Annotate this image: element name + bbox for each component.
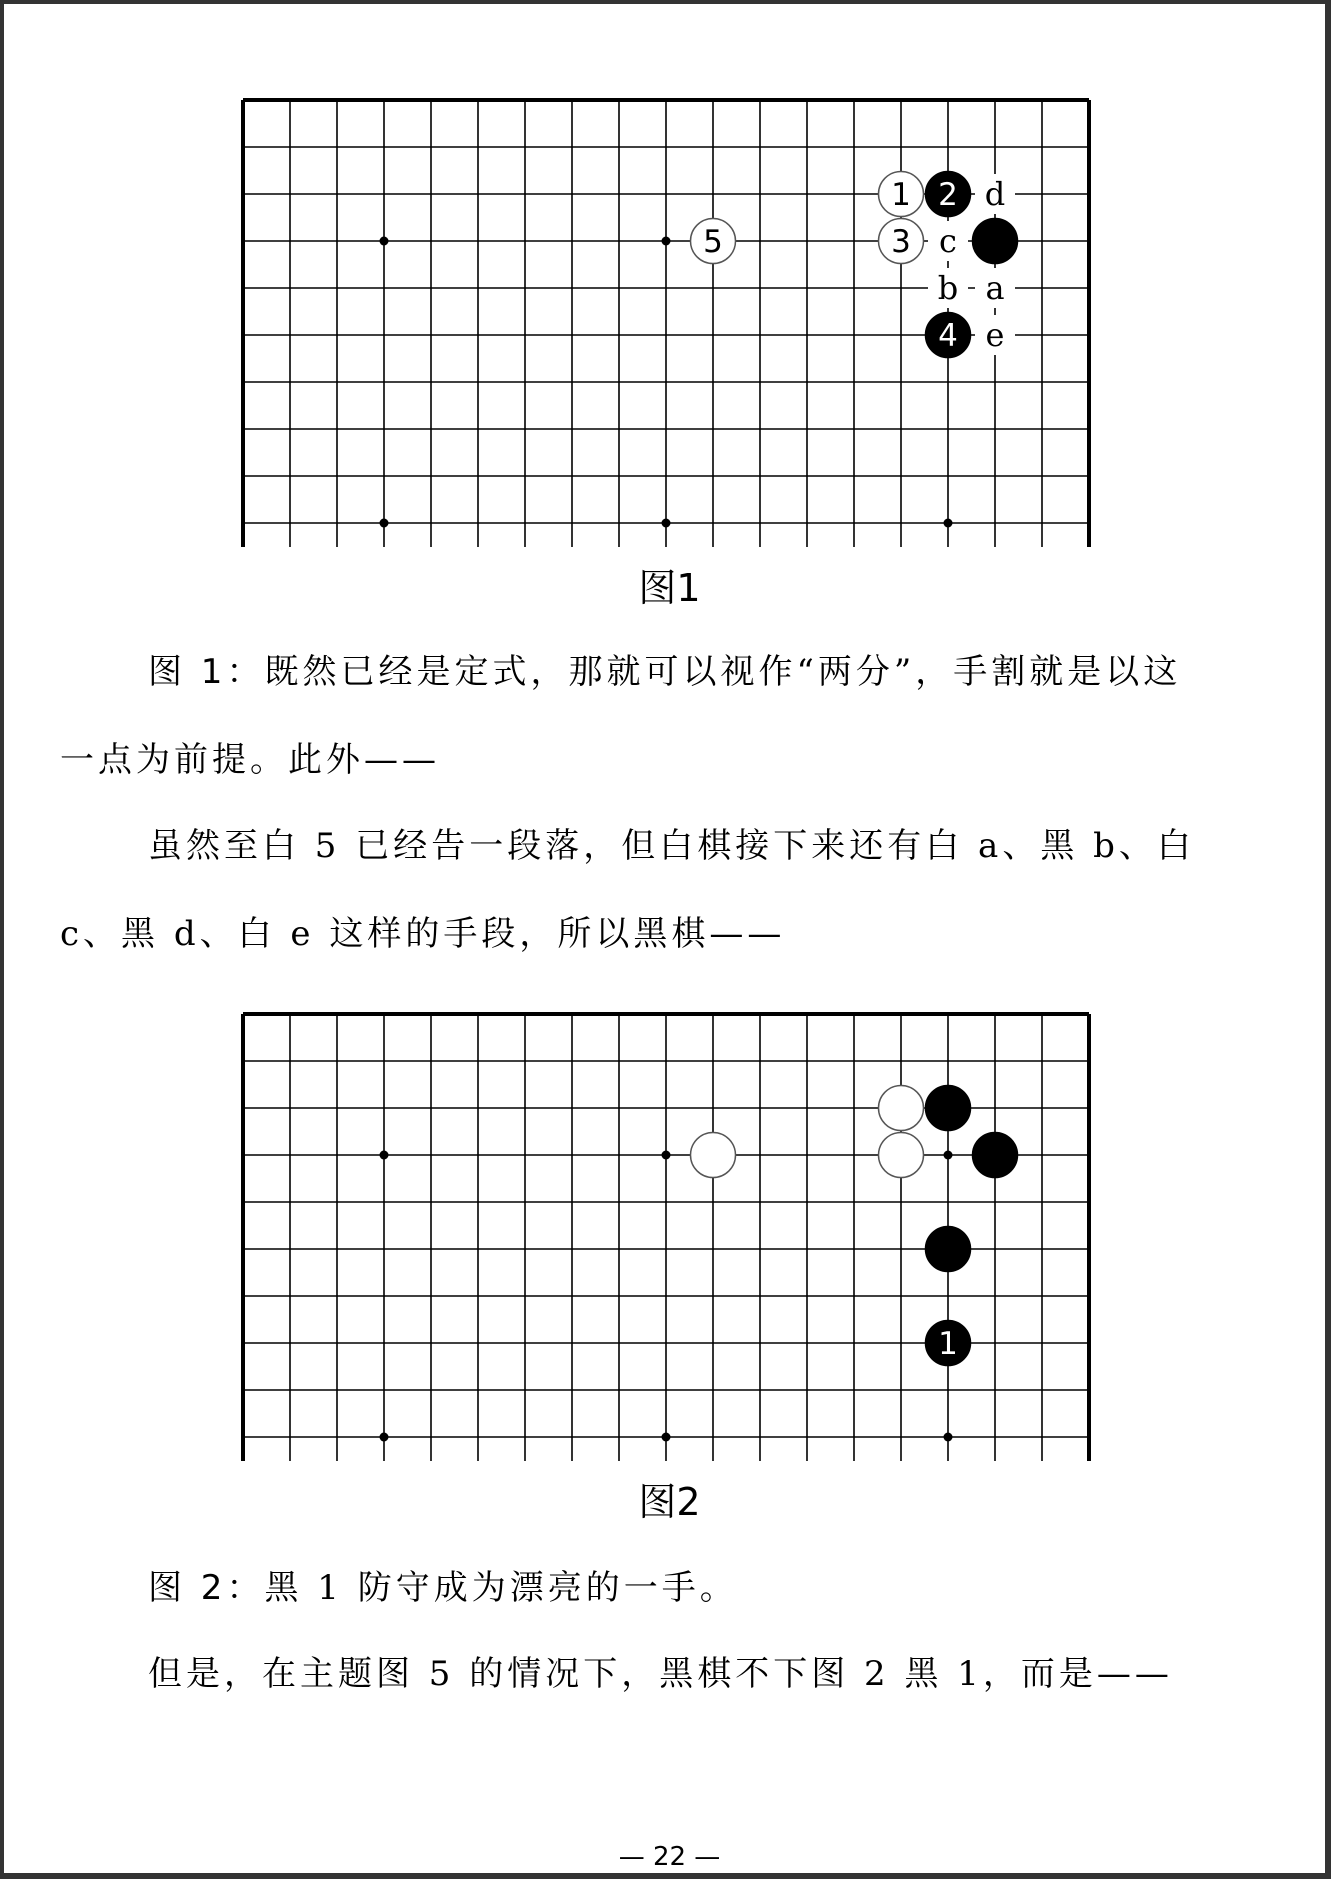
- board-letter-label: a: [985, 269, 1005, 307]
- book-page: [4, 4, 1325, 1873]
- page-number: — 22 —: [618, 1842, 721, 1872]
- figure-1-caption: [4, 557, 1331, 612]
- paragraph-1-line-1: [148, 650, 1331, 694]
- go-board-figure-2: [4, 918, 1331, 1518]
- white-stone-icon: [879, 1086, 924, 1131]
- star-point-icon: [662, 519, 671, 528]
- white-stone-icon: [879, 172, 924, 217]
- white-stone-icon: [879, 1133, 924, 1178]
- star-point-icon: [380, 1433, 389, 1442]
- go-board-figure-1: [4, 4, 1331, 604]
- black-stone-icon: [926, 172, 971, 217]
- stone-move-number: 1: [891, 177, 911, 213]
- stone-move-number: 4: [938, 318, 958, 354]
- board-letter-label: b: [937, 269, 959, 307]
- black-stone-icon: [926, 1227, 971, 1272]
- figure-2-caption: [4, 1471, 1331, 1526]
- white-stone-icon: [691, 219, 736, 264]
- stone-move-number: 3: [891, 224, 911, 260]
- black-stone-icon: [926, 1321, 971, 1366]
- paragraph-4-line-1: 但是，在主题图 5 的情况下，黑棋不下图 2 黑 1，而是——: [148, 1654, 1173, 1694]
- figure-2-caption-text: 图2: [638, 1480, 701, 1524]
- black-stone-icon: [973, 219, 1018, 264]
- figure-1-caption-text: 图1: [638, 566, 701, 610]
- star-point-icon: [662, 237, 671, 246]
- figure-1-reference: 图 1：: [148, 652, 265, 692]
- star-point-icon: [380, 1151, 389, 1160]
- stone-move-number: 1: [938, 1326, 958, 1362]
- paragraph-1-text: 既然已经是定式，那就可以视作“两分”，手割就是以这: [264, 652, 1182, 692]
- black-stone-icon: [926, 313, 971, 358]
- stone-move-number: 5: [703, 224, 723, 260]
- figure-2-reference: 图 2：: [148, 1568, 265, 1608]
- paragraph-3-line-1: [148, 1566, 1331, 1610]
- black-stone-icon: [973, 1133, 1018, 1178]
- board-letter-label: c: [939, 222, 957, 260]
- star-point-icon: [944, 1433, 953, 1442]
- star-point-icon: [380, 237, 389, 246]
- black-stone-icon: [926, 1086, 971, 1131]
- star-point-icon: [662, 1433, 671, 1442]
- white-stone-icon: [691, 1133, 736, 1178]
- board-letter-label: d: [984, 175, 1006, 213]
- paragraph-2-line-2: c、黑 d、白 e 这样的手段，所以黑棋——: [60, 914, 786, 954]
- white-stone-icon: [879, 219, 924, 264]
- board-letter-label: e: [985, 316, 1005, 354]
- star-point-icon: [380, 519, 389, 528]
- star-point-icon: [944, 1151, 953, 1160]
- star-point-icon: [944, 519, 953, 528]
- paragraph-2-line-1: 虽然至白 5 已经告一段落，但白棋接下来还有白 a、黑 b、白: [148, 826, 1195, 866]
- paragraph-3-text: 黑 1 防守成为漂亮的一手。: [264, 1568, 738, 1608]
- star-point-icon: [662, 1151, 671, 1160]
- paragraph-1-line-2: 一点为前提。此外——: [60, 740, 440, 780]
- stone-move-number: 2: [938, 177, 958, 213]
